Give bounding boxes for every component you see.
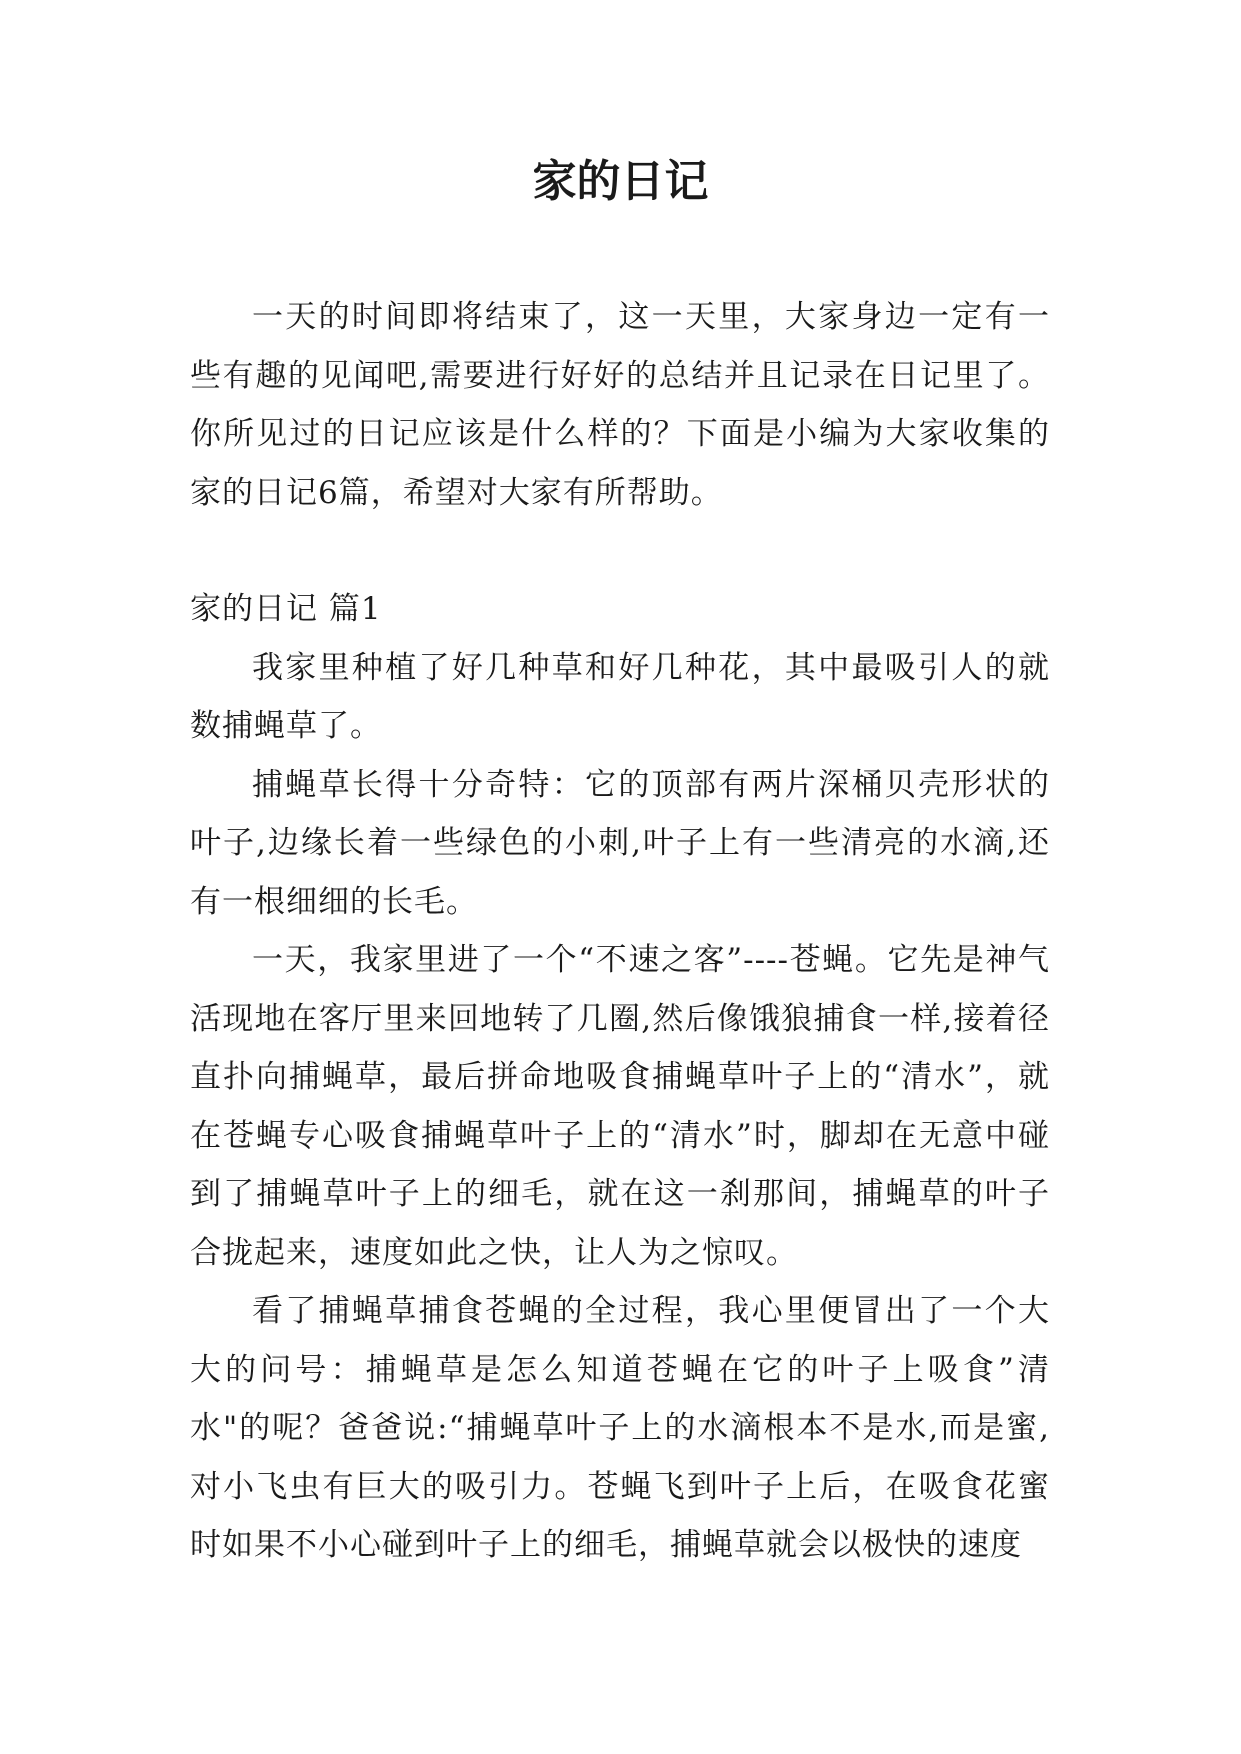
body-paragraph: 看了捕蝇草捕食苍蝇的全过程，我心里便冒出了一个大大的问号：捕蝇草是怎么知道苍蝇在它的叶子上吸食”清水"的呢？爸爸说:“捕蝇草叶子上的水滴根本不是水,而是蜜,对小飞虫有巨大的吸引力。苍蝇飞到叶子上后，在吸食花蜜时如果不小心碰到叶子上的细毛，捕蝇草就会以极快的速度 [190, 1293, 1050, 1563]
body-paragraph: 一天，我家里进了一个“不速之客”----苍蝇。它先是神气活现地在客厅里来回地转了几圈,然后像饿狼捕食一样,接着径直扑向捕蝇草，最后拼命地吸食捕蝇草叶子上的“清水”，就在苍蝇专心吸食捕蝇草叶子上的“清水”时，脚却在无意中碰到了捕蝇草叶子上的细毛，就在这一刹那间，捕蝇草的叶子合拢起来，速度如此之快，让人为之惊叹。 [190, 942, 1050, 1271]
intro-block [190, 288, 1050, 522]
article-block [190, 580, 1050, 1575]
body-paragraph: 我家里种植了好几种草和好几种花，其中最吸引人的就数捕蝇草了。 [190, 649, 1050, 744]
intro-paragraph: 一天的时间即将结束了，这一天里，大家身边一定有一些有趣的见闻吧,需要进行好好的总结并且记录在日记里了。你所见过的日记应该是什么样的？下面是小编为大家收集的家的日记6篇，希望对大家有所帮助。 [190, 299, 1050, 511]
document-title: 家的日记 [532, 156, 709, 207]
body-paragraph: 捕蝇草长得十分奇特：它的顶部有两片深桶贝壳形状的叶子,边缘长着一些绿色的小刺,叶子上有一些清亮的水滴,还有一根细细的长毛。 [190, 766, 1050, 920]
section-heading: 家的日记 篇1 [190, 591, 382, 627]
